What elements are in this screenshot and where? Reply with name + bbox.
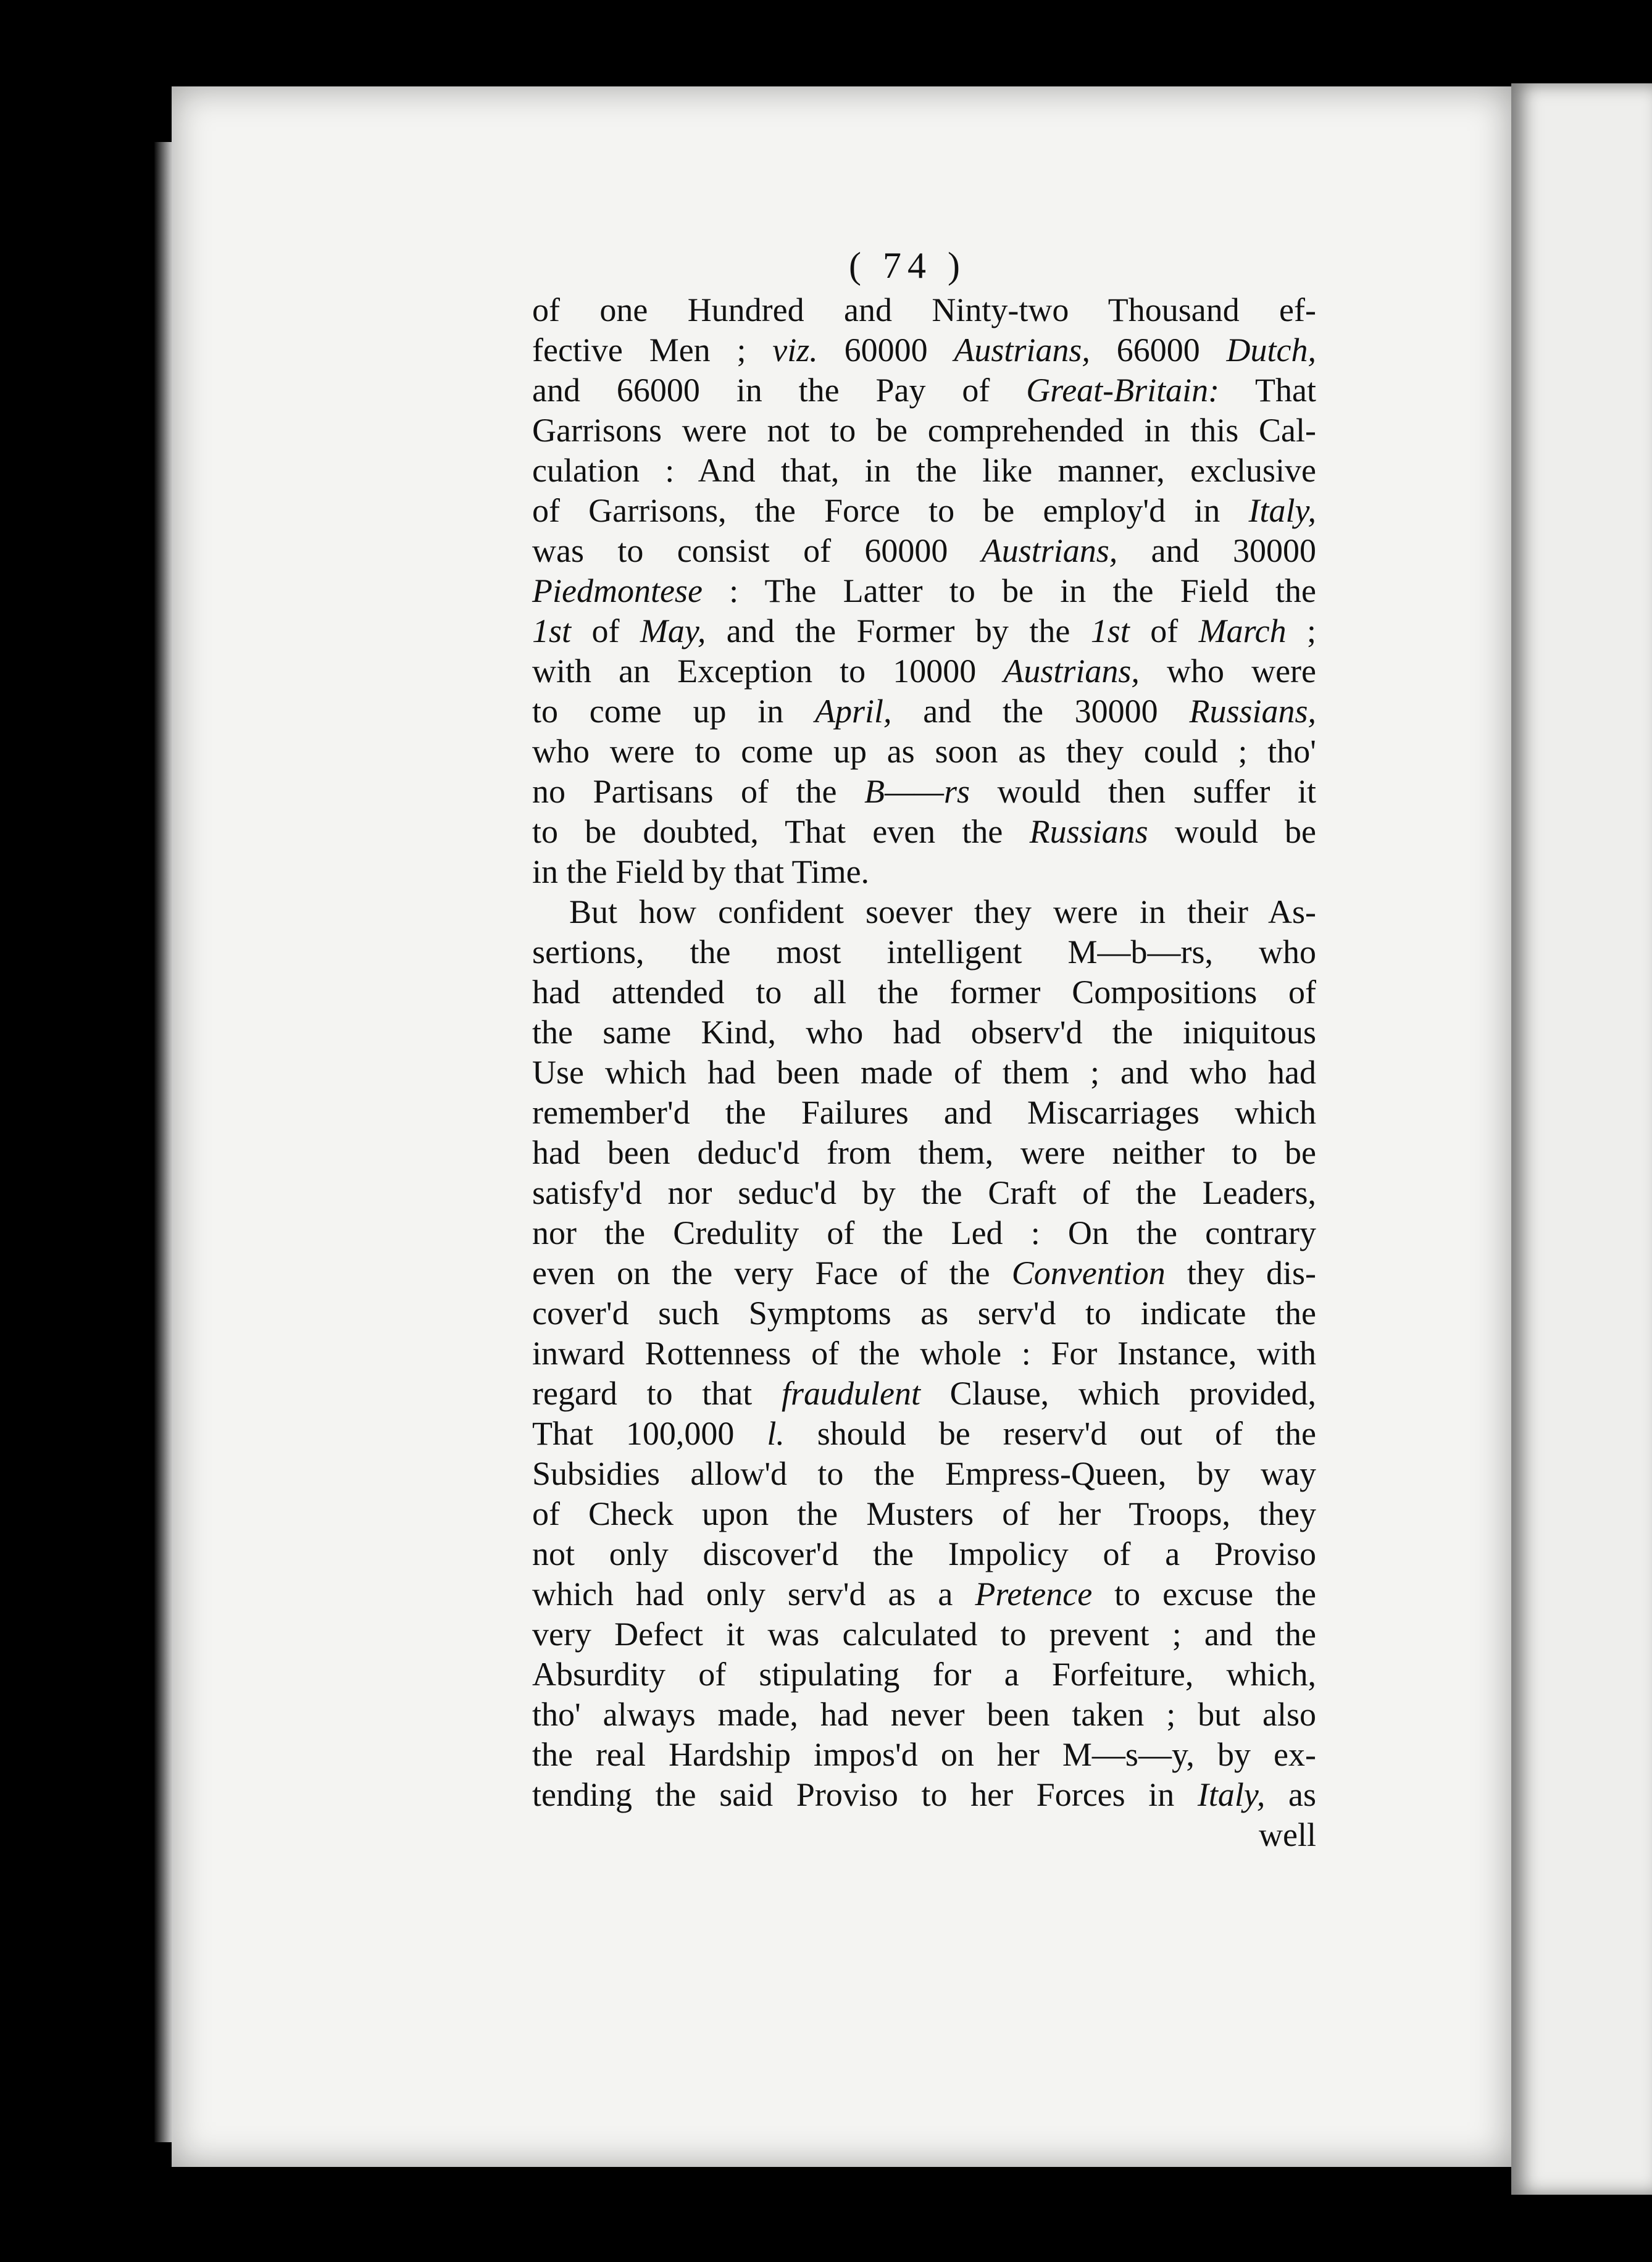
text-line: [532, 892, 1316, 932]
text-line: [532, 1293, 1316, 1333]
text-run: as: [1265, 1776, 1316, 1813]
text-run: tho' always made, had never been taken ; but also: [532, 1696, 1316, 1733]
text-run: sertions, the most intelligent M—b—rs, who: [532, 933, 1316, 970]
text-run: culation : And that, in the like manner, exclusive: [532, 452, 1316, 489]
italic-run: Convention: [1011, 1254, 1166, 1292]
text-line: [532, 852, 1316, 892]
text-run: Absurdity of stipulating for a Forfeiture, which,: [532, 1656, 1316, 1693]
italic-run: viz.: [772, 332, 818, 369]
text-run: of one Hundred and Ninty-two Thousand ef-: [532, 291, 1316, 328]
text-run: and 66000 in the Pay of: [532, 372, 1027, 409]
text-line: [532, 691, 1316, 732]
italic-run: Pretence: [975, 1575, 1093, 1613]
text-line: [532, 1414, 1316, 1454]
text-line: [532, 812, 1316, 852]
italic-run: Russians,: [1189, 693, 1316, 730]
italic-run: B——rs: [864, 773, 970, 810]
italic-run: Great-Britain:: [1026, 372, 1220, 409]
text-line: [532, 1374, 1316, 1414]
text-run: 66000: [1090, 332, 1227, 369]
text-run: That: [1219, 372, 1316, 409]
text-run: inward Rottenness of the whole : For Instance, with: [532, 1335, 1316, 1372]
text-line: [532, 732, 1316, 772]
text-line: [532, 972, 1316, 1012]
text-run: satisfy'd nor seduc'd by the Craft of the Leaders,: [532, 1174, 1316, 1211]
text-run: Use which had been made of them ; and who had: [532, 1054, 1316, 1091]
text-run: to be doubted, That even the: [532, 813, 1030, 850]
text-run: the same Kind, who had observ'd the iniquitous: [532, 1014, 1316, 1051]
text-run: and the Former by the: [706, 612, 1091, 649]
text-line: [532, 1735, 1316, 1775]
text-run: remember'd the Failures and Miscarriages which: [532, 1094, 1316, 1131]
catchword: well: [1259, 1816, 1316, 1853]
italic-run: Austrians,: [1003, 653, 1140, 690]
text-line: [532, 1614, 1316, 1655]
italic-run: March: [1198, 612, 1287, 649]
text-run: Clause, which provided,: [920, 1375, 1316, 1412]
text-line: [532, 411, 1316, 451]
adjacent-page-edge: [1511, 83, 1652, 2195]
text-run: would then suffer it: [970, 773, 1316, 810]
paragraph-container: [532, 290, 1316, 1815]
text-run: the real Hardship impos'd on her M—s—y, by ex-: [532, 1736, 1316, 1773]
text-run: of: [1129, 612, 1199, 649]
text-run: But how confident soever they were in their As-: [569, 893, 1316, 930]
text-line: [532, 1173, 1316, 1213]
paragraph: [532, 290, 1316, 892]
text-line: [532, 1574, 1316, 1614]
text-line: [532, 1454, 1316, 1494]
text-run: fective Men ;: [532, 332, 773, 369]
text-run: Garrisons were not to be comprehended in this Cal-: [532, 412, 1316, 449]
italic-run: Piedmontese: [532, 572, 703, 609]
text-line: [532, 611, 1316, 651]
text-run: very Defect it was calculated to prevent ; and the: [532, 1616, 1316, 1653]
text-line: [532, 1213, 1316, 1253]
text-run: and 30000: [1117, 532, 1316, 569]
text-run: was to consist of 60000: [532, 532, 982, 569]
text-run: to excuse the: [1092, 1575, 1316, 1613]
italic-run: May,: [640, 612, 706, 649]
text-line: [532, 1655, 1316, 1695]
text-line: [532, 370, 1316, 411]
text-run: had attended to all the former Compositions of: [532, 974, 1316, 1011]
text-line: [532, 571, 1316, 611]
text-line: [532, 290, 1316, 330]
text-line: [532, 932, 1316, 972]
italic-run: Italy,: [1197, 1776, 1266, 1813]
text-run: 60000: [817, 332, 954, 369]
text-line: [532, 1695, 1316, 1735]
text-run: ;: [1286, 612, 1317, 649]
text-run: in the Field by that Time.: [532, 853, 870, 890]
italic-run: Austrians,: [981, 532, 1118, 569]
text-line: [532, 1133, 1316, 1173]
paragraph: [532, 892, 1316, 1815]
text-run: of Check upon the Musters of her Troops, they: [532, 1495, 1316, 1532]
text-run: regard to that: [532, 1375, 782, 1412]
text-run: and the 30000: [891, 693, 1190, 730]
text-run: of: [571, 612, 640, 649]
italic-run: l.: [767, 1415, 785, 1452]
text-run: nor the Credulity of the Led : On the contrary: [532, 1214, 1316, 1251]
text-line: [532, 451, 1316, 491]
text-run: who were to come up as soon as they could ; tho': [532, 733, 1316, 770]
text-run: tending the said Proviso to her Forces in: [532, 1776, 1198, 1813]
text-line: [532, 651, 1316, 691]
text-line: [532, 1534, 1316, 1574]
text-line: [532, 772, 1316, 812]
text-run: not only discover'd the Impolicy of a Proviso: [532, 1535, 1316, 1572]
italic-run: April,: [814, 693, 892, 730]
text-run: That 100,000: [532, 1415, 767, 1452]
text-run: no Partisans of the: [532, 773, 864, 810]
text-line: [532, 1494, 1316, 1534]
italic-run: Dutch,: [1226, 332, 1317, 369]
text-run: who were: [1139, 653, 1316, 690]
text-run: cover'd such Symptoms as serv'd to indicate the: [532, 1295, 1316, 1332]
text-line: [532, 1253, 1316, 1293]
text-run: : The Latter to be in the Field the: [702, 572, 1316, 609]
text-run: they dis-: [1165, 1254, 1316, 1292]
text-run: of Garrisons, the Force to be employ'd in: [532, 492, 1249, 529]
text-line: [532, 1012, 1316, 1053]
body-text: [532, 290, 1316, 1855]
text-line: [532, 330, 1316, 370]
italic-run: Russians: [1029, 813, 1148, 850]
page-number: ( 74 ): [849, 245, 966, 286]
text-line: [532, 491, 1316, 531]
italic-run: Austrians,: [954, 332, 1090, 369]
text-line: [532, 1093, 1316, 1133]
italic-run: Italy,: [1248, 492, 1316, 529]
text-run: to come up in: [532, 693, 815, 730]
text-line: [532, 1053, 1316, 1093]
text-line: [532, 1333, 1316, 1374]
text-run: with an Exception to 10000: [532, 653, 1004, 690]
text-run: Subsidies allow'd to the Empress-Queen, by way: [532, 1455, 1316, 1492]
text-run: would be: [1148, 813, 1317, 850]
text-run: had been deduc'd from them, were neither to be: [532, 1134, 1316, 1171]
text-run: even on the very Face of the: [532, 1254, 1012, 1292]
italic-run: 1st: [1090, 612, 1130, 649]
text-run: which had only serv'd as a: [532, 1575, 975, 1613]
text-line: [532, 1775, 1316, 1815]
text-line: [532, 531, 1316, 571]
italic-run: fraudulent: [781, 1375, 920, 1412]
text-run: should be reserv'd out of the: [784, 1415, 1316, 1452]
italic-run: 1st: [532, 612, 572, 649]
